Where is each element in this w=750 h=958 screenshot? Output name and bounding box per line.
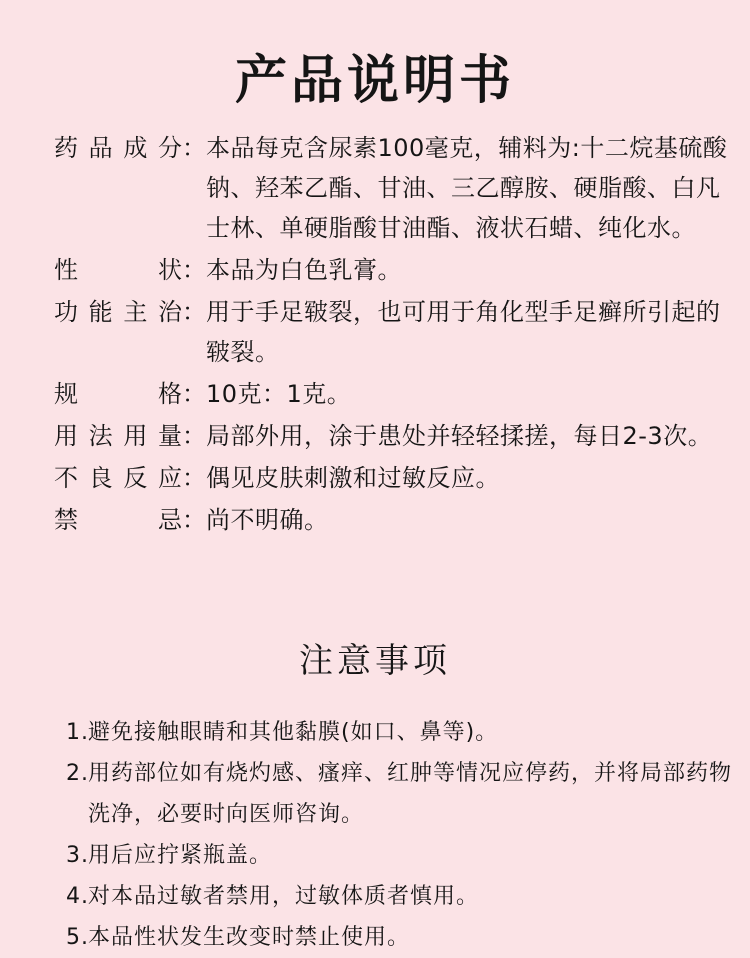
note-item	[66, 712, 736, 753]
spec-label: 功 能 主 治	[54, 298, 182, 326]
spec-value: 偶见皮肤刺激和过敏反应。	[206, 464, 500, 492]
spec-value: 尚不明确。	[206, 506, 329, 534]
note-text: 避免接触眼睛和其他黏膜(如口、鼻等)。	[88, 720, 499, 745]
note-number: 2.	[66, 761, 89, 786]
spec-row-adverse-reactions	[54, 458, 744, 498]
spec-row-specification	[54, 374, 744, 414]
colon: ：	[182, 256, 206, 284]
page-title: 产品说明书	[234, 51, 515, 111]
spec-row-indications	[54, 292, 744, 372]
note-text: 用后应拧紧瓶盖。	[88, 843, 273, 868]
note-number: 3.	[66, 843, 89, 868]
spec-label: 规 格	[54, 380, 182, 408]
note-item	[66, 917, 736, 958]
spec-label: 性 状	[54, 256, 182, 284]
spec-label: 药 品 成 分	[54, 134, 182, 162]
spec-label: 不 良 反 应	[54, 464, 182, 492]
spec-value: 10克：1克。	[206, 380, 352, 408]
colon: ：	[182, 134, 206, 162]
spec-row-contraindications	[54, 500, 744, 540]
colon: ：	[182, 464, 206, 492]
note-item	[66, 835, 736, 876]
spec-label: 禁 忌	[54, 506, 182, 534]
spec-label: 用 法 用 量	[54, 422, 182, 450]
spec-row-appearance	[54, 250, 744, 290]
note-item	[66, 876, 736, 917]
spec-list	[54, 128, 744, 542]
spec-value: 本品为白色乳膏。	[206, 256, 402, 284]
notes-list	[66, 712, 736, 958]
spec-value: 局部外用，涂于患处并轻轻揉搓，每日2-3次。	[206, 422, 713, 450]
colon: ：	[182, 298, 206, 326]
colon: ：	[182, 380, 206, 408]
spec-value: 本品每克含尿素100毫克，辅料为:十二烷基硫酸钠、羟苯乙酯、甘油、三乙醇胺、硬脂酸、白凡士林、单硬脂酸甘油酯、液状石蜡、纯化水。	[206, 134, 728, 242]
note-number: 1.	[66, 720, 89, 745]
note-text: 用药部位如有烧灼感、瘙痒、红肿等情况应停药，并将局部药物洗净，必要时向医师咨询。	[88, 761, 733, 827]
note-text: 本品性状发生改变时禁止使用。	[88, 925, 411, 950]
note-item	[66, 753, 736, 835]
spec-row-ingredients	[54, 128, 744, 248]
spec-value: 用于手足皲裂，也可用于角化型手足癣所引起的皲裂。	[206, 298, 721, 366]
note-number: 5.	[66, 925, 89, 950]
colon: ：	[182, 506, 206, 534]
note-number: 4.	[66, 884, 89, 909]
notes-title: 注意事项	[299, 641, 451, 681]
spec-row-dosage	[54, 416, 744, 456]
colon: ：	[182, 422, 206, 450]
note-text: 对本品过敏者禁用，过敏体质者慎用。	[88, 884, 480, 909]
